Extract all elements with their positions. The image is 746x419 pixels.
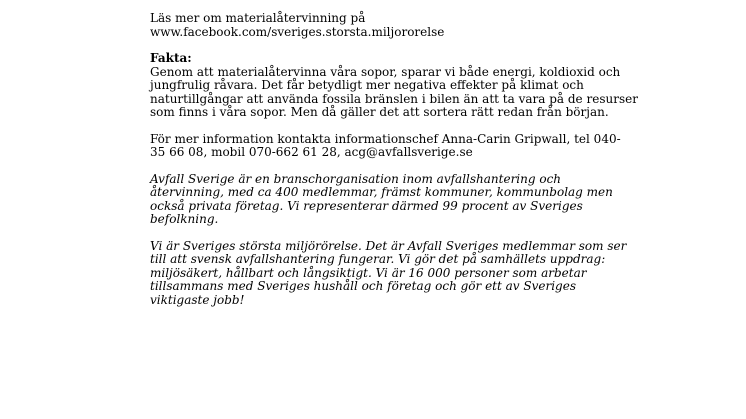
- intro-paragraph: [150, 12, 602, 39]
- about-paragraph: [150, 171, 613, 227]
- facebook-link-text: www.facebook.com/sveriges.storsta.miljororelse: [150, 24, 445, 39]
- movement-line: Vi är Sveriges största miljörörelse. Det är Avfall Sveriges medlemmar som ser: [150, 238, 627, 253]
- movement-line: miljösäkert, hållbart och långsiktigt. Vi är 16 000 personer som arbetar: [150, 265, 587, 280]
- facts-line: naturtillgångar att använda fossila bränslen i bilen än att ta vara på de resurser: [150, 91, 638, 106]
- about-line: också privata företag. Vi representerar därmed 99 procent av Sveriges: [150, 198, 583, 213]
- about-line: befolkning.: [150, 212, 219, 226]
- about-line: återvinning, med ca 400 medlemmar, främst kommuner, kommunbolag men: [150, 185, 613, 199]
- contact-line: 35 66 08, mobil 070-662 61 28, acg@avfallsverige.se: [150, 145, 473, 159]
- movement-paragraph: [150, 238, 627, 308]
- contact-paragraph: [150, 131, 621, 160]
- facts-heading: Fakta:: [150, 51, 192, 65]
- facts-line: jungfrulig råvara. Det får betydligt mer negativa effekter på klimat och: [150, 78, 584, 92]
- movement-line: viktigaste jobb!: [150, 292, 245, 307]
- facts-section: [150, 51, 638, 120]
- document-page: [150, 11, 638, 307]
- facts-line: som finns i våra sopor. Men då gäller det att sortera rätt redan från början.: [150, 105, 609, 119]
- facts-line: Genom att materialåtervinna våra sopor, sparar vi både energi, koldioxid och: [150, 64, 621, 79]
- intro-text: Läs mer om materialåtervinning på: [150, 11, 366, 25]
- about-line: Avfall Sverige är en branschorganisation inom avfallshantering och: [150, 171, 562, 186]
- movement-line: tillsammans med Sveriges hushåll och företag och gör ett av Sveriges: [150, 279, 576, 293]
- movement-line: till att svensk avfallshantering fungerar. Vi gör det på samhällets uppdrag:: [150, 252, 606, 266]
- contact-line: För mer information kontakta informationschef Anna-Carin Gripwall, tel 040-: [150, 131, 621, 146]
